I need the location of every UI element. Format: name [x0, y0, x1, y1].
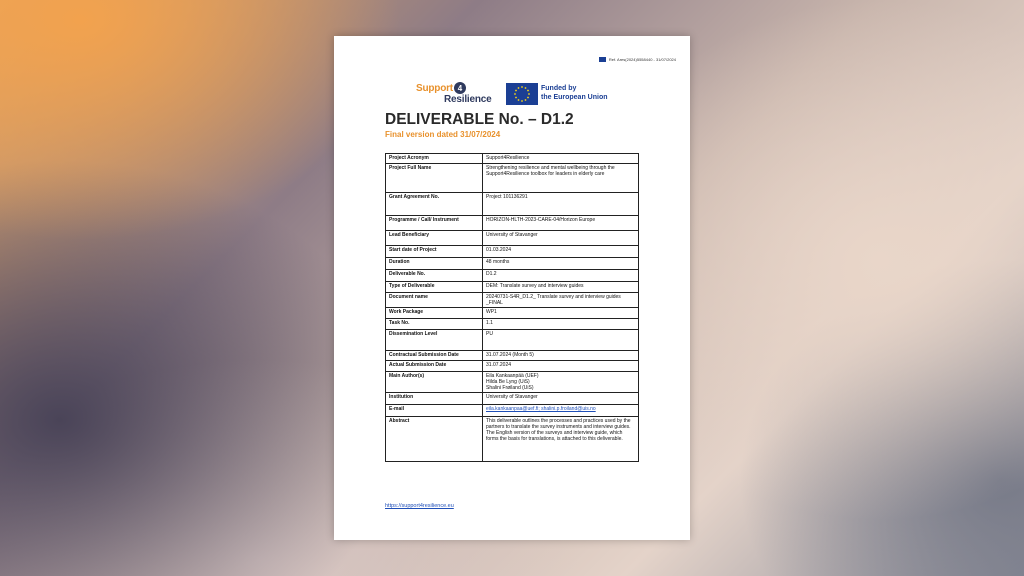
- field-value: Strengthening resilience and mental wellbeing through the Support4Resilience toolbox for leaders in elderly care: [483, 164, 639, 193]
- field-value: Eila Kankaanpää (UEF) Hilda Be Lyng (UiS) Shalini Frøiland (UiS): [483, 372, 639, 393]
- field-value: 31.07.2024: [483, 361, 639, 372]
- table-row: [386, 293, 639, 308]
- table-row: [386, 246, 639, 258]
- field-value: This deliverable outlines the processes and practices used by the partners to translate the survey instruments and interview guides. The English version of the surveys and interview guide, which forms the basis for translations, is attached to this deliverable.: [483, 417, 639, 462]
- field-value: WP1: [483, 308, 639, 319]
- website-link[interactable]: https://support4resilience.eu: [385, 503, 454, 509]
- field-label: Duration: [386, 258, 483, 270]
- table-row: [386, 231, 639, 246]
- document-page: [334, 36, 690, 540]
- field-value: D1.2: [483, 270, 639, 282]
- table-row: [386, 319, 639, 330]
- field-label: Programme / Call/ Instrument: [386, 216, 483, 231]
- field-label: Work Package: [386, 308, 483, 319]
- table-row: [386, 351, 639, 361]
- logo-resilience-text: Resilience: [444, 94, 492, 105]
- table-row: [386, 164, 639, 193]
- field-label: Type of Deliverable: [386, 282, 483, 293]
- table-row: [386, 193, 639, 216]
- table-row: [386, 308, 639, 319]
- field-value: University of Stavanger: [483, 393, 639, 405]
- field-label: E-mail: [386, 405, 483, 417]
- field-value: Support4Resilience: [483, 154, 639, 164]
- support4resilience-logo: [416, 81, 502, 107]
- eu-funding-text: [541, 84, 608, 102]
- table-row: [386, 330, 639, 351]
- field-value: PU: [483, 330, 639, 351]
- field-label: Main Author(s): [386, 372, 483, 393]
- table-row: [386, 216, 639, 231]
- field-label: Institution: [386, 393, 483, 405]
- field-value: 48 months: [483, 258, 639, 270]
- field-value: 20240731-S4R_D1.2_ Translate survey and interview guides _FINAL: [483, 293, 639, 308]
- table-row: [386, 258, 639, 270]
- field-label: Grant Agreement No.: [386, 193, 483, 216]
- table-row: [386, 282, 639, 293]
- field-value: 01.03.2024: [483, 246, 639, 258]
- field-label: Project Full Name: [386, 164, 483, 193]
- logos: [416, 81, 616, 107]
- table-row: [386, 361, 639, 372]
- field-value: 1.1: [483, 319, 639, 330]
- field-value: University of Stavanger: [483, 231, 639, 246]
- field-label: Contractual Submission Date: [386, 351, 483, 361]
- field-value: DEM: Translate survey and interview guides: [483, 282, 639, 293]
- field-value[interactable]: eila.kankaanpaa@uef.fi; shalini.p.froiland@uis.no: [483, 405, 639, 417]
- field-label: Deliverable No.: [386, 270, 483, 282]
- document-title: DELIVERABLE No. – D1.2: [385, 111, 574, 128]
- reference-line: [599, 57, 676, 62]
- project-info-table: [385, 153, 639, 462]
- field-label: Document name: [386, 293, 483, 308]
- field-value: Project 101136291: [483, 193, 639, 216]
- table-row: [386, 154, 639, 164]
- table-row: [386, 417, 639, 462]
- field-label: Project Acronym: [386, 154, 483, 164]
- eu-flag-icon: [599, 57, 606, 62]
- table-row: [386, 405, 639, 417]
- reference-text: Ref. Ares(2024)5558440 - 31/07/2024: [608, 57, 676, 62]
- field-value: 31.07.2024 (Month 5): [483, 351, 639, 361]
- field-label: Task No.: [386, 319, 483, 330]
- field-value: HORIZON-HLTH-2023-CARE-04/Horizon Europe: [483, 216, 639, 231]
- logo-four-badge: 4: [454, 82, 466, 94]
- field-label: Abstract: [386, 417, 483, 462]
- table-row: [386, 393, 639, 405]
- eu-line-2: the European Union: [541, 94, 608, 101]
- table-row: [386, 372, 639, 393]
- field-label: Start date of Project: [386, 246, 483, 258]
- field-label: Lead Beneficiary: [386, 231, 483, 246]
- logo-support-text: Support: [416, 83, 453, 94]
- eu-line-1: Funded by: [541, 85, 577, 92]
- table-row: [386, 270, 639, 282]
- eu-flag-icon: [506, 83, 538, 105]
- field-label: Actual Submission Date: [386, 361, 483, 372]
- document-subtitle: Final version dated 31/07/2024: [385, 130, 501, 139]
- field-label: Dissemination Level: [386, 330, 483, 351]
